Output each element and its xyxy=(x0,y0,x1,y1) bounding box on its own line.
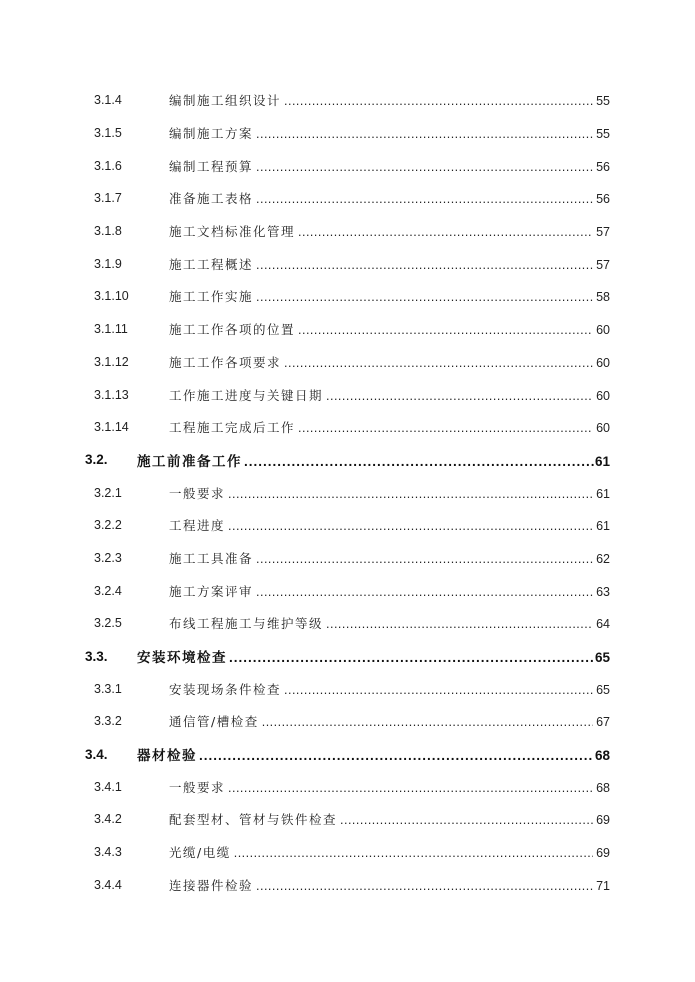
dot-leader xyxy=(228,519,593,533)
toc-entry[interactable] xyxy=(0,672,695,705)
toc-entry[interactable] xyxy=(0,346,695,379)
toc-entry[interactable] xyxy=(0,247,695,280)
toc-entry-number: 3.1.5 xyxy=(94,126,122,141)
toc-entry-number: 3.1.10 xyxy=(94,289,129,304)
toc-entry-title[interactable]: 一般要求 xyxy=(169,779,226,795)
toc-entry-number: 3.1.9 xyxy=(94,256,122,271)
toc-entry-number: 3.3.2 xyxy=(94,714,122,729)
dot-leader xyxy=(340,813,593,827)
toc-entry[interactable] xyxy=(0,378,695,411)
toc-entry-page: 60 xyxy=(596,323,610,338)
toc-entry-line xyxy=(169,843,610,861)
toc-entry[interactable] xyxy=(0,411,695,444)
toc-entry-page: 71 xyxy=(596,878,610,893)
toc-entry[interactable] xyxy=(0,869,695,902)
toc-entry-line xyxy=(169,222,610,240)
toc-entry-line xyxy=(169,778,610,796)
toc-entry-page: 58 xyxy=(596,290,610,305)
toc-section-page: 61 xyxy=(594,453,610,469)
toc-entry[interactable] xyxy=(0,705,695,738)
toc-entry-number: 3.3.1 xyxy=(94,681,122,696)
toc-entry-number: 3.1.11 xyxy=(94,322,128,337)
toc-entry-number: 3.1.6 xyxy=(94,158,122,173)
dot-leader xyxy=(256,552,593,566)
toc-section[interactable] xyxy=(0,738,695,771)
table-of-contents xyxy=(0,84,695,901)
toc-entry-line xyxy=(169,91,610,109)
toc-section-line xyxy=(137,744,610,764)
toc-entry-title[interactable]: 准备施工表格 xyxy=(169,191,254,207)
dot-leader xyxy=(256,127,593,141)
toc-entry-page: 55 xyxy=(596,127,610,142)
toc-entry-title[interactable]: 布线工程施工与维护等级 xyxy=(169,616,324,632)
toc-entry-page: 56 xyxy=(596,159,610,174)
toc-entry-title[interactable]: 施工工作各项的位置 xyxy=(169,322,296,338)
toc-entry-line xyxy=(169,287,610,305)
dot-leader xyxy=(256,258,593,272)
toc-entry-title[interactable]: 连接器件检验 xyxy=(169,877,254,893)
toc-section-number: 3.4. xyxy=(85,746,108,762)
toc-entry[interactable] xyxy=(0,770,695,803)
toc-entry-page: 67 xyxy=(596,715,610,730)
dot-leader xyxy=(256,192,593,206)
toc-entry-page: 60 xyxy=(596,421,610,436)
toc-entry-line xyxy=(169,189,610,207)
toc-entry[interactable] xyxy=(0,803,695,836)
dot-leader xyxy=(284,683,593,697)
toc-entry-title[interactable]: 编制施工组织设计 xyxy=(169,93,282,109)
dot-leader xyxy=(326,617,593,631)
toc-entry-title[interactable]: 光缆/电缆 xyxy=(169,845,231,861)
toc-entry[interactable] xyxy=(0,280,695,313)
toc-section-number: 3.3. xyxy=(85,648,108,664)
toc-section[interactable] xyxy=(0,444,695,477)
toc-entry-title[interactable]: 工程施工完成后工作 xyxy=(169,420,296,436)
toc-entry-page: 64 xyxy=(596,617,610,632)
dot-leader xyxy=(298,421,593,435)
dot-leader xyxy=(256,879,593,893)
toc-entry-number: 3.2.4 xyxy=(94,583,122,598)
toc-entry[interactable] xyxy=(0,215,695,248)
toc-entry-title[interactable]: 工作施工进度与关键日期 xyxy=(169,387,324,403)
toc-section-page: 65 xyxy=(594,650,610,666)
toc-entry[interactable] xyxy=(0,574,695,607)
toc-entry-number: 3.1.13 xyxy=(94,387,129,402)
toc-entry[interactable] xyxy=(0,509,695,542)
toc-entry-title[interactable]: 施工文档标准化管理 xyxy=(169,224,296,240)
toc-entry-number: 3.1.8 xyxy=(94,224,122,239)
dot-leader xyxy=(284,94,593,108)
toc-entry-line xyxy=(169,614,610,632)
toc-entry-number: 3.1.14 xyxy=(94,420,129,435)
toc-entry-page: 60 xyxy=(596,388,610,403)
toc-entry-title[interactable]: 施工工作各项要求 xyxy=(169,354,282,370)
toc-entry[interactable] xyxy=(0,84,695,117)
toc-entry-page: 62 xyxy=(596,551,610,566)
dot-leader xyxy=(256,585,593,599)
toc-entry-line xyxy=(169,124,610,142)
toc-entry-title[interactable]: 配套型材、管材与铁件检查 xyxy=(169,812,338,828)
dot-leader xyxy=(244,454,594,469)
toc-entry-page: 57 xyxy=(596,225,610,240)
toc-entry-page: 65 xyxy=(596,682,610,697)
toc-entry-line xyxy=(169,516,610,534)
toc-entry-title[interactable]: 安装现场条件检查 xyxy=(169,681,282,697)
toc-entry-line xyxy=(169,418,610,436)
toc-entry-page: 69 xyxy=(596,846,610,861)
toc-entry-line xyxy=(169,484,610,502)
toc-entry-number: 3.1.4 xyxy=(94,93,122,108)
toc-section-line xyxy=(137,450,610,470)
toc-entry[interactable] xyxy=(0,182,695,215)
toc-entry-line xyxy=(169,255,610,273)
toc-entry-page: 68 xyxy=(596,780,610,795)
toc-entry-page: 60 xyxy=(596,355,610,370)
toc-section-title[interactable]: 安装环境检查 xyxy=(137,650,227,667)
toc-section[interactable] xyxy=(0,640,695,673)
dot-leader xyxy=(234,846,593,860)
toc-entry[interactable] xyxy=(0,313,695,346)
dot-leader xyxy=(262,715,593,729)
toc-section-title[interactable]: 器材检验 xyxy=(137,748,197,765)
toc-section-line xyxy=(137,646,610,666)
toc-entry-title[interactable]: 施工方案评审 xyxy=(169,583,254,599)
dot-leader xyxy=(298,323,593,337)
toc-entry[interactable] xyxy=(0,607,695,640)
dot-leader xyxy=(199,748,594,763)
dot-leader xyxy=(326,389,593,403)
toc-entry-title[interactable]: 编制施工方案 xyxy=(169,126,254,142)
toc-entry-number: 3.4.4 xyxy=(94,877,122,892)
toc-entry-line xyxy=(169,320,610,338)
toc-entry-line xyxy=(169,680,610,698)
toc-entry-title[interactable]: 一般要求 xyxy=(169,485,226,501)
toc-entry-number: 3.2.1 xyxy=(94,485,122,500)
dot-leader xyxy=(229,650,594,665)
toc-section-title[interactable]: 施工前准备工作 xyxy=(137,453,242,470)
toc-entry-page: 63 xyxy=(596,584,610,599)
toc-entry-line xyxy=(169,582,610,600)
toc-entry-line xyxy=(169,157,610,175)
dot-leader xyxy=(256,290,593,304)
toc-entry-page: 61 xyxy=(596,519,610,534)
toc-entry-number: 3.4.2 xyxy=(94,812,122,827)
toc-entry-number: 3.2.3 xyxy=(94,550,122,565)
toc-entry-page: 56 xyxy=(596,192,610,207)
toc-entry-number: 3.2.2 xyxy=(94,518,122,533)
toc-entry-line xyxy=(169,810,610,828)
dot-leader xyxy=(256,160,593,174)
toc-entry-title[interactable]: 工程进度 xyxy=(169,518,226,534)
toc-entry-number: 3.1.7 xyxy=(94,191,122,206)
toc-entry[interactable] xyxy=(0,836,695,869)
toc-entry-line xyxy=(169,876,610,894)
dot-leader xyxy=(284,356,593,370)
toc-entry-page: 57 xyxy=(596,257,610,272)
toc-entry-number: 3.4.1 xyxy=(94,779,122,794)
toc-entry[interactable] xyxy=(0,476,695,509)
toc-entry-number: 3.1.12 xyxy=(94,354,129,369)
toc-entry-line xyxy=(169,549,610,567)
toc-section-page: 68 xyxy=(594,748,610,764)
toc-entry-line xyxy=(169,386,610,404)
toc-entry[interactable] xyxy=(0,542,695,575)
toc-entry-number: 3.2.5 xyxy=(94,616,122,631)
toc-entry-title[interactable]: 编制工程预算 xyxy=(169,158,254,174)
dot-leader xyxy=(228,781,593,795)
toc-entry-page: 69 xyxy=(596,813,610,828)
toc-entry-title[interactable]: 施工工作实施 xyxy=(169,289,254,305)
dot-leader xyxy=(298,225,593,239)
toc-entry-title[interactable]: 施工工程概述 xyxy=(169,256,254,272)
toc-entry-line xyxy=(169,712,610,730)
dot-leader xyxy=(228,487,593,501)
toc-entry-page: 61 xyxy=(596,486,610,501)
toc-section-number: 3.2. xyxy=(85,452,108,468)
toc-entry[interactable] xyxy=(0,149,695,182)
toc-entry[interactable] xyxy=(0,117,695,150)
toc-entry-page: 55 xyxy=(596,94,610,109)
toc-entry-number: 3.4.3 xyxy=(94,845,122,860)
toc-entry-title[interactable]: 施工工具准备 xyxy=(169,550,254,566)
toc-entry-line xyxy=(169,353,610,371)
toc-entry-title[interactable]: 通信管/槽检查 xyxy=(169,714,259,730)
